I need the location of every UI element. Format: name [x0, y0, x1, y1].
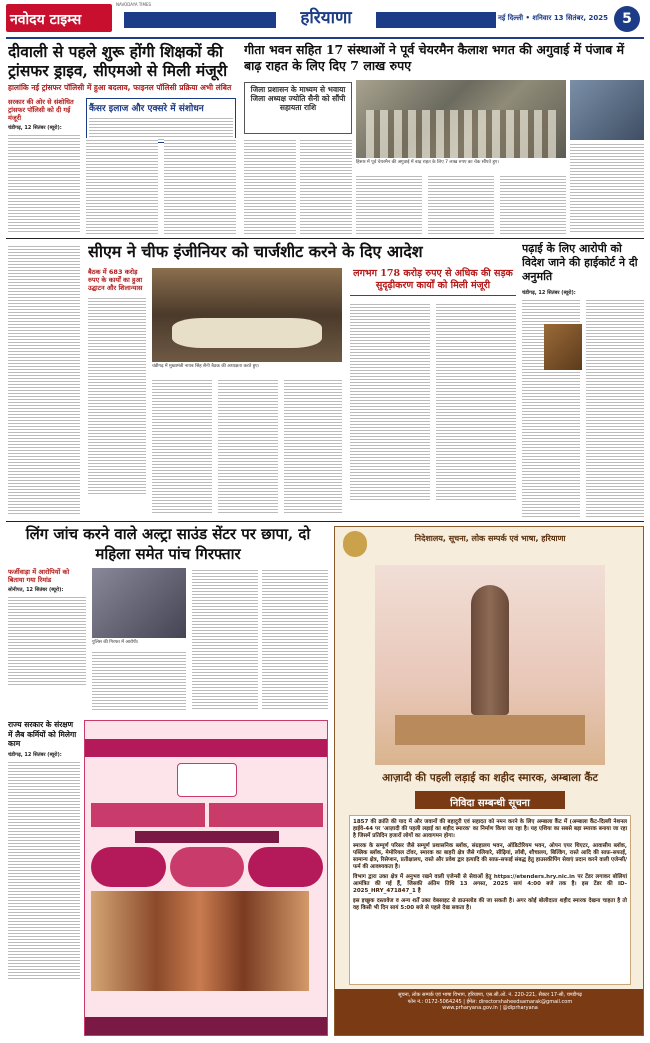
story5-dateline: सोनीपत, 12 सितंबर (ब्यूरो):: [8, 587, 64, 593]
story5-body: [8, 568, 328, 718]
story1-box: [86, 98, 236, 143]
story1-deck: हालांकि नई ट्रांसफर पॉलिसी में हुआ बदलाव, फाइनल पॉलिसी प्रक्रिया अभी लंबित: [8, 83, 232, 92]
ad-saras-hashtags: [85, 1017, 328, 1036]
story1-col-b: [86, 98, 236, 143]
story3-body-b: [152, 378, 212, 514]
story6-dateline: चंडीगढ़, 12 सितंबर (ब्यूरो):: [8, 751, 62, 758]
story4-headline: पढ़ाई के लिए आरोपी को विदेश जाने की हाईकोर्ट ने दी अनुमति: [522, 242, 638, 283]
ad-saras-banner: [85, 739, 328, 757]
story5-caption: पुलिस की गिरफ्त में आरोपी।: [92, 640, 139, 645]
story2-inset-photo: [570, 80, 644, 140]
masthead-dateline: नई दिल्ली • शनिवार 13 सितंबर, 2025: [498, 14, 608, 22]
story3-headline: सीएम ने चीफ इंजीनियर को चार्जशीट करने के दिए आदेश: [88, 242, 423, 261]
story2-box-text: जिला प्रशासन के माध्यम से भवाया जिला अध्यक्ष ज्योति सैनी को सौंपी सहायता राशि: [250, 85, 346, 112]
story2-body-d: [428, 174, 494, 234]
masthead-rule: [6, 37, 644, 39]
page-number-text: 5: [622, 11, 632, 27]
story1-body-b1: [86, 138, 158, 234]
story3-body-a: [88, 296, 146, 496]
ad-haryana-body1: 1857 की क्रांति की याद में और जवानों की बहादुरी एवं सहादत को नमन करने के लिए अम्बाला कैंट में (अम्बाला कैंट-दिल्ली नेशनल हाईवे-44 पर 'आज़ादी की पहली लड़ाई का शहीद स्मारक' का निर्माण किया जा रहा है। यह एशिया का सबसे बड़ा स्मारक बनाया जा रहा है जिसमें प्रतिदिन हजारों लोगों का आवागमन होगा।: [353, 819, 627, 839]
ad-haryana-memorial-base: [395, 715, 585, 745]
ad-saras-icon-3: [248, 847, 323, 887]
ad-saras-icon-2: [170, 847, 245, 887]
story3-bullet-col: [88, 268, 146, 496]
story4-body-b: [586, 298, 644, 518]
story6-body: [8, 760, 80, 980]
ad-haryana-footer: [335, 989, 644, 1036]
story3-sidebar: [350, 268, 516, 514]
ad-haryana-notice-title: निविदा सम्बन्धी सूचना: [450, 798, 530, 809]
story2-body-e: [500, 174, 566, 234]
story1-bullet: सरकार की ओर से संशोधित ट्रांसफर पॉलिसी को दी गई मंजूरी: [8, 98, 74, 122]
masthead-paper-name: नवोदय टाइम्स: [10, 12, 82, 28]
story1-dateline: चंडीगढ़, 12 सितंबर (ब्यूरो):: [8, 125, 62, 131]
ad-saras-org: [89, 725, 325, 737]
ad-haryana-emblem-icon: [343, 531, 367, 557]
story3-sidebar-body-a: [350, 302, 430, 502]
story1-box-body: [89, 116, 233, 140]
story2-photo: [356, 80, 566, 158]
divider-1: [6, 238, 644, 239]
story6-headline: राज्य सरकार के संरक्षण में लैब कर्मियों को मिलेगा काम: [8, 720, 77, 748]
story5-body-d: [262, 568, 328, 710]
story1-body-a: [8, 133, 80, 233]
ad-haryana-memorial-tower: [471, 585, 509, 715]
story1-body-b2: [164, 138, 236, 234]
story-flood-relief: [244, 42, 644, 237]
ad-haryana-body3: विभाग द्वारा उक्त क्षेत्र में अनुभव रखने वाली एजेन्सी से सेवाओं हेतु https://etenders.hry.nic.in पर टेंडर लगाकर बोलियां आमंत्रित की गई हैं, जिसकी अंतिम तिथि 13 अगस्त, 2025 सायं 4:00 बजे तक है। इस टेंडर की ID-2025_HRY_471847_1 है: [353, 874, 627, 894]
story5-bullet-col: [8, 568, 86, 685]
ad-haryana-footer-web: www.prharyana.gov.in | @diprharyana: [442, 1005, 538, 1011]
ad-saras-icon-1: [91, 847, 166, 887]
ad-haryana-header: [335, 527, 644, 561]
story-left-mid: [8, 244, 80, 516]
story-high-court: [522, 242, 644, 520]
story2-box: [244, 82, 352, 134]
ad-saras-entry: [135, 831, 279, 843]
story5-body-a: [8, 595, 86, 685]
ad-haryana-footer-phone: फोन नं.: 0172-5064245 | ईमेल: directorshaheedsamarak@gmail.com: [407, 998, 573, 1005]
ad-saras-mela: [84, 720, 328, 1036]
ad-saras-logo: [177, 763, 237, 797]
story1-box-head: कैंसर इलाज और एक्सरे में संशोधन: [89, 104, 204, 114]
ad-haryana-dept: निदेशालय, सूचना, लोक सम्पर्क एवं भाषा, हरियाणा: [414, 534, 566, 543]
ad-haryana-body4: इस इच्छुक दस्तावेज व अन्य शर्तें उक्त वेबसाइट से डाउनलोड की जा सकती है। अगर कोई बोलीदाता शहीद स्मारक देखना चाहता है तो वह किसी भी दिन सायं 5:00 बजे से पहले देख सकता है।: [353, 898, 627, 911]
story2-photo-people: [366, 110, 556, 158]
masthead-small-tag: NAVODAYA TIMES: [116, 2, 152, 7]
story2-body-b: [300, 138, 352, 234]
ad-saras-women-photo: [91, 891, 309, 991]
divider-2: [6, 521, 644, 522]
ad-haryana-body: [349, 815, 631, 985]
story1-col-a: [8, 98, 80, 233]
ad-haryana-footer-address: सूचना, लोक सम्पर्क एवं भाषा विभाग, हरियाणा, एस.सी.ओ. नं. 220-221, सैक्टर 17-सी, चण्डीगढ़: [398, 992, 582, 998]
story-left-mid-body: [8, 244, 80, 516]
ad-saras-venue-box: [209, 803, 323, 827]
story2-body-a: [244, 138, 296, 234]
story3-bullet: बैठक में 683 करोड़ रुपए के कार्यों का हुआ उद्घाटन और शिलान्यास: [88, 268, 143, 292]
section-title: हरियाणा: [300, 8, 352, 28]
masthead-section-title: [276, 4, 376, 32]
story1-headline: दीवाली से पहले शुरू होंगी शिक्षकों की ट्रांसफर ड्राइव, सीएमओ से मिली मंजूरी: [8, 42, 228, 80]
story5-body-c: [192, 568, 258, 710]
story-lab-workers: [8, 720, 80, 1036]
story2-body-c: [356, 174, 422, 234]
masthead: [0, 0, 650, 36]
story3-caption: चंडीगढ़ में मुख्यमंत्री नायब सिंह सैनी बैठक की अध्यक्षता करते हुए।: [152, 364, 260, 369]
story-teacher-transfer: [8, 42, 236, 237]
story3-sidebar-body-b: [436, 302, 516, 502]
story5-body-b: [92, 650, 186, 710]
ad-haryana-notice: [334, 526, 644, 1036]
story2-headline: गीता भवन सहित 17 संस्थाओं ने पूर्व चेयरमैन कैलाश भगत की अगुवाई में पंजाब में बाढ़ राहत के लिए दिए 7 लाख रुपए: [244, 42, 625, 73]
ad-haryana-memorial-photo: [375, 565, 605, 765]
story4-photo-gavel: [544, 324, 582, 370]
story3-body-d: [284, 378, 342, 514]
story4-dateline: चंडीगढ़, 12 सितंबर (ब्यूरो):: [522, 290, 576, 296]
story3-photo-table: [172, 318, 322, 348]
story2-body-f: [570, 142, 644, 234]
story3-photo: [152, 268, 342, 362]
ad-saras-date-box: [91, 803, 205, 827]
masthead-logo-box: [6, 4, 112, 32]
story5-bullet: फर्जीवाड़ा में आरोपियों को बिताया गया रिमांड: [8, 568, 70, 584]
story2-caption: हिसार में पूर्व चेयरमैन की अगुवाई में बाढ़ राहत के लिए 7 लाख रुपए का चेक सौंपते हुए।: [356, 160, 500, 165]
story-chief-engineer: [88, 242, 516, 520]
ad-saras-icons: [91, 847, 323, 887]
story5-headline: लिंग जांच करने वाले अल्ट्रा साउंड सेंटर पर छापा, दो महिला समेत पांच गिरफ्तार: [25, 525, 311, 563]
story5-photo: [92, 568, 186, 638]
story3-sidebar-head: लगभग 178 करोड़ रुपए से अधिक की सड़क सुदृढ़ीकरण कार्यों को मिली मंजूरी: [350, 268, 516, 296]
page-number: [614, 6, 640, 32]
ad-haryana-notice-title-box: [415, 791, 565, 809]
story3-body-c: [218, 378, 278, 514]
ad-haryana-body2: स्मारक के सम्पूर्ण परिसर जैसे सम्पूर्ण प्रशासनिक ब्लॉक, संग्रहालय भवन, ऑडिटोरियम भवन, ओपन एयर थिएटर, आवासीय ब्लॉक, पब्लिक ब्लॉक, मेमोरियल टॉवर, स्मारक का बाहरी क्षेत्र जैसे गलियारे, सीढ़ियां, लॉबी, शौचालय, बिल्डिंग, रास्ते आदि की साफ़-सफाई, सामान्य क्षेत्र, रिसेप्शन, प्रतीक्षालय, रास्ते और प्रवेश द्वार इत्यादि की साफ़-सफाई संबद्ध हेतु हाउसकीपिंग सेवाएं प्रदान करने वाली एजेन्सी/फर्म की आवश्यकता है।: [353, 843, 627, 870]
ad-haryana-memorial-title: आज़ादी की पहली लड़ाई का शहीद स्मारक, अम्बाला कैंट: [382, 772, 598, 784]
